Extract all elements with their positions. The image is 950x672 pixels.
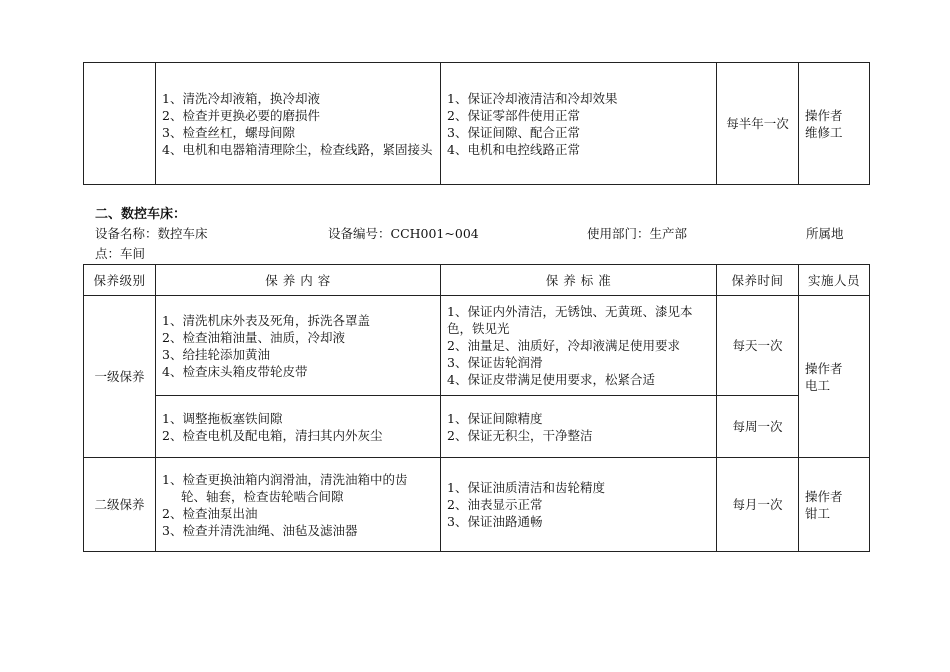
standard-line: 2、保证无积尘，干净整洁 [447, 427, 593, 443]
standard-line: 2、油表显示正常 [447, 497, 543, 512]
table-row [84, 63, 870, 185]
content-line: 3、检查并清洗油绳、油毡及滤油器 [162, 522, 358, 538]
table-row [84, 396, 870, 458]
level-cell: 二级保养 [84, 458, 156, 552]
content-line: 2、检查并更换必要的磨损件 [162, 107, 320, 123]
person-line: 操作者 [805, 360, 843, 376]
maintenance-table-lathe [83, 264, 870, 552]
standard-line: 1、保证内外清洁，无锈蚀、无黄斑、漆见本色，铁见光 [447, 304, 693, 336]
standard-line: 4、保证皮带满足使用要求，松紧合适 [447, 372, 655, 387]
content-line: 2、检查电机及配电箱，清扫其内外灰尘 [162, 427, 383, 443]
level-cell: 一级保养 [84, 296, 156, 458]
device-number: 设备编号：CCH001~004 [328, 226, 479, 241]
standard-line: 2、油量足、油质好，冷却液满足使用要求 [447, 338, 680, 353]
device-name: 设备名称：数控车床 [95, 226, 208, 241]
content-line: 4、检查床头箱皮带轮皮带 [162, 363, 308, 379]
content-line: 1、清洗冷却液箱，换冷却液 [162, 90, 320, 106]
standard-cell [441, 63, 717, 185]
person-line: 钳工 [805, 505, 831, 521]
standard-line: 3、保证油路通畅 [447, 514, 543, 529]
department: 使用部门：生产部 [587, 226, 688, 241]
person-cell [799, 63, 870, 185]
header-person: 实施人员 [799, 265, 870, 296]
person-line: 操作者 [805, 107, 843, 123]
location-label: 所属地 [806, 226, 844, 241]
location-value: 点：车间 [95, 246, 146, 261]
content-cell [156, 396, 441, 458]
header-level: 保养级别 [84, 265, 156, 296]
standard-line: 1、保证间隙精度 [447, 410, 543, 426]
header-time: 保养时间 [717, 265, 799, 296]
standard-cell [441, 458, 717, 552]
standard-line: 4、电机和电控线路正常 [447, 141, 580, 157]
header-standard: 保 养 标 准 [441, 265, 717, 296]
person-line: 操作者 [805, 488, 843, 504]
section-heading: 二、数控车床： [95, 207, 187, 222]
content-cell [156, 296, 441, 396]
person-cell [799, 296, 870, 458]
time-cell: 每半年一次 [717, 63, 799, 185]
content-cell [156, 458, 441, 552]
table-row [84, 458, 870, 552]
person-line: 电工 [805, 377, 831, 393]
standard-line: 1、保证冷却液清洁和冷却效果 [447, 90, 618, 106]
maintenance-table-continued [83, 62, 870, 185]
header-content: 保 养 内 容 [156, 265, 441, 296]
content-line: 轮、轴套，检查齿轮啮合间隙 [181, 488, 344, 504]
content-line: 1、调整拖板塞铁间隙 [162, 410, 283, 426]
person-line: 维修工 [805, 124, 843, 140]
time-cell: 每月一次 [717, 458, 799, 552]
content-line: 1、检查更换油箱内润滑油，清洗油箱中的齿 [162, 471, 408, 487]
table-row [84, 296, 870, 396]
content-cell [156, 63, 441, 185]
table-header-row [84, 265, 870, 296]
content-line: 2、检查油箱油量、油质，冷却液 [162, 329, 345, 345]
time-cell: 每天一次 [717, 296, 799, 396]
standard-line: 1、保证油质清洁和齿轮精度 [447, 480, 605, 495]
content-line: 1、清洗机床外表及死角，拆洗各罩盖 [162, 312, 370, 328]
standard-cell [441, 296, 717, 396]
standard-cell [441, 396, 717, 458]
standard-line: 3、保证齿轮润滑 [447, 355, 543, 370]
person-cell [799, 458, 870, 552]
content-line: 4、电机和电器箱清理除尘，检查线路，紧固接头 [162, 141, 433, 157]
content-line: 3、检查丝杠，螺母间隙 [162, 124, 295, 140]
standard-line: 2、保证零部件使用正常 [447, 107, 580, 123]
content-line: 2、检查油泵出油 [162, 505, 258, 521]
level-cell [84, 63, 156, 185]
standard-line: 3、保证间隙、配合正常 [447, 124, 580, 140]
content-line: 3、给挂轮添加黄油 [162, 346, 270, 362]
time-cell: 每周一次 [717, 396, 799, 458]
